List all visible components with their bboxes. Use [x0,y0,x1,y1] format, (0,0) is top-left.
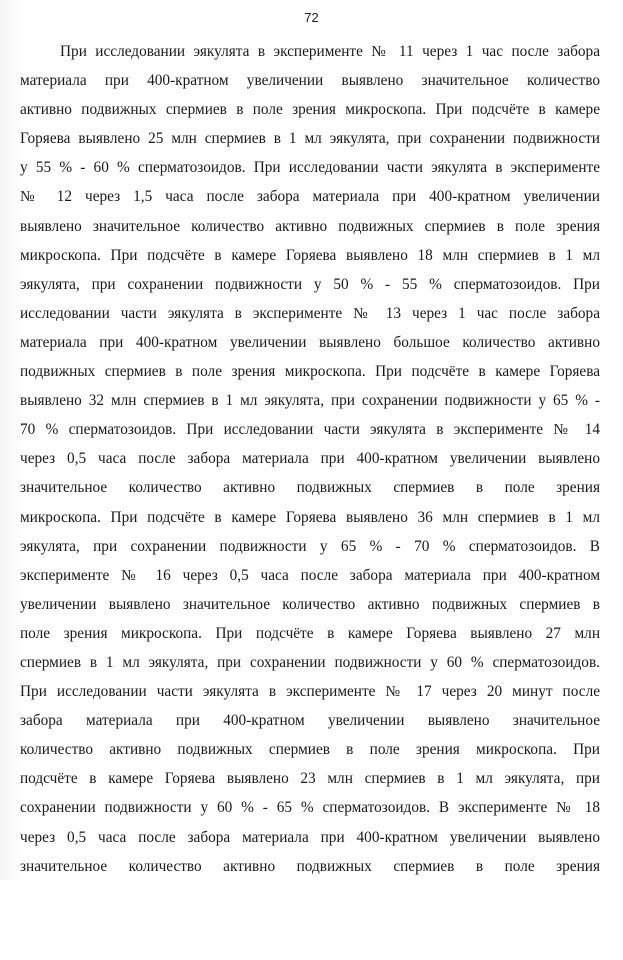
text-line: значительное количество активно подвижных спермиев в поле зрения [20,479,600,497]
text-line: количество активно подвижных спермиев в поле зрения микроскопа. При [20,741,600,759]
text-line: через 0,5 часа после забора материала при 400-кратном увеличении выявлено [20,450,600,468]
text-line: экспериментe № 16 через 0,5 часа после забора материала при 400-кратном [20,566,600,584]
page-number: 72 [304,10,319,25]
text-line: материала при 400-кратном увеличении выявлено большое количество активно [20,333,600,351]
text-line: микроскопа. При подсчёте в камере Горяева выявлено 18 млн спермиев в 1 мл [20,246,600,264]
text-line: материала при 400-кратном увеличении выявлено значительное количество [20,72,600,90]
text-line: значительное количество активно подвижных спермиев в поле зрения [20,857,600,875]
text-line: При исследовании части эякулята в экспериментe № 17 через 20 минут после [20,683,600,701]
text-line: через 0,5 часа после забора материала при 400-кратном увеличении выявлено [20,828,600,846]
text-line: Горяева выявлено 25 млн спермиев в 1 мл эякулята, при сохранении подвижности [20,130,600,148]
text-line: выявлено 32 млн спермиев в 1 мл эякулята, при сохранении подвижности у 65 % - [20,392,600,410]
body-paragraph [20,42,600,886]
text-line: спермиев в 1 мл эякулята, при сохранении подвижности у 60 % сперматозоидов. [20,653,600,671]
text-line: у 55 % - 60 % сперматозоидов. При исследовании части эякулята в экспериментe [20,159,600,177]
text-line: эякулята, при сохранении подвижности у 50 % - 55 % сперматозоидов. При [20,275,600,293]
text-line: исследовании части эякулята в экспериментe № 13 через 1 час после забора [20,304,600,322]
text-line: микроскопа. При подсчёте в камере Горяева выявлено 36 млн спермиев в 1 мл [20,508,600,526]
text-line: подсчёте в камере Горяева выявлено 23 млн спермиев в 1 мл эякулята, при [20,770,600,788]
text-line: № 12 через 1,5 часа после забора материала при 400-кратном увеличении [20,188,600,206]
text-line: забора материала при 400-кратном увеличении выявлено значительное [20,712,600,730]
text-line: поле зрения микроскопа. При подсчёте в камере Горяева выявлено 27 млн [20,624,600,642]
text-line: активно подвижных спермиев в поле зрения микроскопа. При подсчёте в камере [20,101,600,119]
text-line: сохранении подвижности у 60 % - 65 % сперматозоидов. В экспериментe № 18 [20,799,600,817]
text-line: выявлено значительное количество активно подвижных спермиев в поле зрения [20,217,600,235]
text-line: увеличении выявлено значительное количество активно подвижных спермиев в [20,595,600,613]
text-line: подвижных спермиев в поле зрения микроскопа. При подсчёте в камере Горяева [20,363,600,381]
text-line: эякулята, при сохранении подвижности у 65 % - 70 % сперматозоидов. В [20,537,600,555]
text-line: При исследовании эякулята в экспериментe № 11 через 1 час после забора [60,43,600,60]
text-line: 70 % сперматозоидов. При исследовании части эякулята в экспериментe № 14 [20,421,600,439]
